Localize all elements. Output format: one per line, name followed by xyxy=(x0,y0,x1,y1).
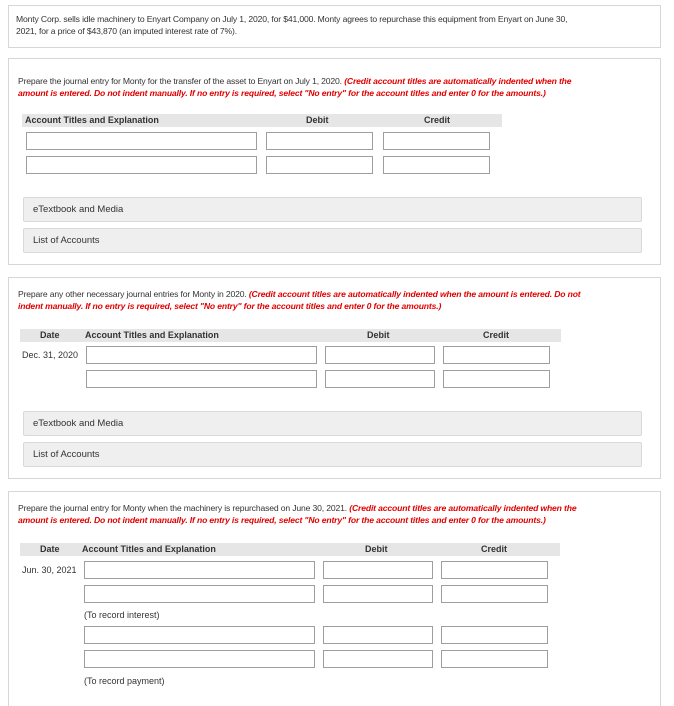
section-transfer-entry xyxy=(8,58,661,265)
s2-row1-account-input[interactable] xyxy=(86,346,317,364)
s2-row1-debit-input[interactable] xyxy=(325,346,435,364)
s3-row3-debit-input[interactable] xyxy=(323,626,433,644)
section2-table-header xyxy=(20,329,561,342)
s1-list-of-accounts-button[interactable]: List of Accounts xyxy=(23,228,642,253)
s3-row1-debit-input[interactable] xyxy=(323,561,433,579)
header-credit: Credit xyxy=(424,115,451,125)
header-credit: Credit xyxy=(481,544,508,554)
s3-row4-debit-input[interactable] xyxy=(323,650,433,668)
s3-row2-debit-input[interactable] xyxy=(323,585,433,603)
s1-row2-credit-input[interactable] xyxy=(383,156,490,174)
header-account-titles: Account Titles and Explanation xyxy=(85,330,219,340)
section1-instruction-b: amount is entered. Do not indent manually. If no entry is required, select "No entry" for the account titles and enter 0 for the amounts.) xyxy=(18,88,546,98)
header-date: Date xyxy=(40,544,60,554)
header-account-titles: Account Titles and Explanation xyxy=(82,544,216,554)
header-date: Date xyxy=(40,330,60,340)
s2-etextbook-button[interactable]: eTextbook and Media xyxy=(23,411,642,436)
s3-row2-credit-input[interactable] xyxy=(441,585,548,603)
s1-row1-debit-input[interactable] xyxy=(266,132,373,150)
s2-row2-account-input[interactable] xyxy=(86,370,317,388)
s3-row1-account-input[interactable] xyxy=(84,561,315,579)
s3-row4-credit-input[interactable] xyxy=(441,650,548,668)
section-repurchase-entry xyxy=(8,491,661,706)
section3-instructions xyxy=(18,502,653,526)
s2-row2-credit-input[interactable] xyxy=(443,370,550,388)
section1-instruction-a: (Credit account titles are automatically indented when the xyxy=(344,76,572,86)
problem-text-line-1: Monty Corp. sells idle machinery to Enyart Company on July 1, 2020, for $41,000. Monty agrees to repurchase this equipment from Enyart on June 30, xyxy=(16,14,568,24)
section-other-entries-2020 xyxy=(8,277,661,479)
s3-row3-credit-input[interactable] xyxy=(441,626,548,644)
s2-row1-credit-input[interactable] xyxy=(443,346,550,364)
s3-row1-credit-input[interactable] xyxy=(441,561,548,579)
header-debit: Debit xyxy=(365,544,388,554)
s2-row2-debit-input[interactable] xyxy=(325,370,435,388)
section3-instruction-b: amount is entered. Do not indent manually. If no entry is required, select "No entry" for the account titles and enter 0 for the amounts.) xyxy=(18,515,546,525)
problem-statement-card xyxy=(8,5,661,48)
s1-row2-account-input[interactable] xyxy=(26,156,257,174)
section2-instruction-a: (Credit account titles are automatically indented when the amount is entered. Do not xyxy=(248,289,581,299)
s1-row2-debit-input[interactable] xyxy=(266,156,373,174)
s1-etextbook-button[interactable]: eTextbook and Media xyxy=(23,197,642,222)
section3-prompt: Prepare the journal entry for Monty when the machinery is repurchased on June 30, 2021. xyxy=(18,503,347,513)
header-debit: Debit xyxy=(367,330,390,340)
header-account-titles: Account Titles and Explanation xyxy=(25,115,159,125)
s1-row1-account-input[interactable] xyxy=(26,132,257,150)
s3-row2-account-input[interactable] xyxy=(84,585,315,603)
s3-date-label: Jun. 30, 2021 xyxy=(22,565,77,575)
s3-note-record-payment: (To record payment) xyxy=(84,676,165,686)
header-debit: Debit xyxy=(306,115,329,125)
section2-instructions xyxy=(18,288,653,312)
section1-instructions xyxy=(18,75,653,99)
s3-row4-account-input[interactable] xyxy=(84,650,315,668)
s1-row1-credit-input[interactable] xyxy=(383,132,490,150)
section1-prompt: Prepare the journal entry for Monty for the transfer of the asset to Enyart on July 1, 2020. xyxy=(18,76,342,86)
s2-date-label: Dec. 31, 2020 xyxy=(22,350,79,360)
section3-table-header xyxy=(20,543,560,556)
problem-text-line-2: 2021, for a price of $43,870 (an imputed interest rate of 7%). xyxy=(16,26,237,36)
header-credit: Credit xyxy=(483,330,510,340)
section3-instruction-a: (Credit account titles are automatically indented when the xyxy=(349,503,577,513)
section2-instruction-b: indent manually. If no entry is required, select "No entry" for the account titles and enter 0 for the amounts.) xyxy=(18,301,442,311)
section1-table-header xyxy=(22,114,502,127)
s3-note-record-interest: (To record interest) xyxy=(84,610,160,620)
s2-list-of-accounts-button[interactable]: List of Accounts xyxy=(23,442,642,467)
s3-row3-account-input[interactable] xyxy=(84,626,315,644)
section2-prompt: Prepare any other necessary journal entries for Monty in 2020. xyxy=(18,289,247,299)
